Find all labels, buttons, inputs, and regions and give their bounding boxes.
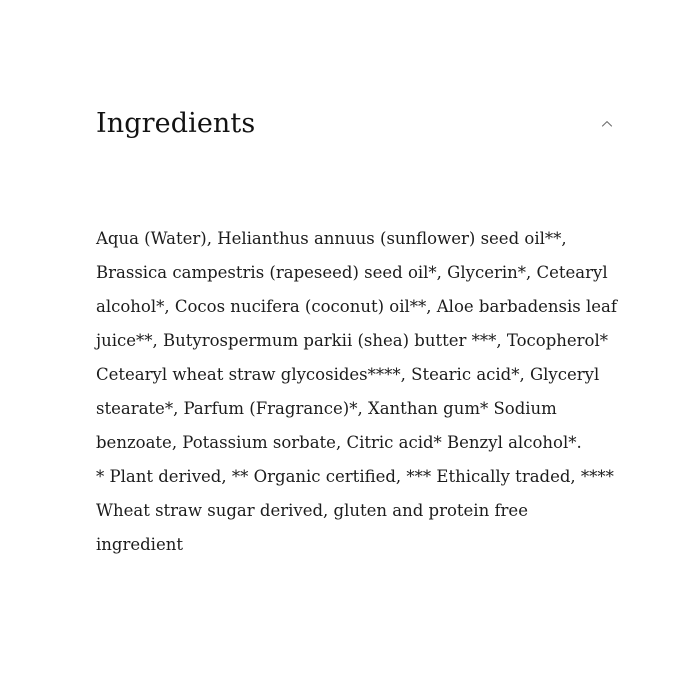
page-title: Ingredients xyxy=(96,108,256,139)
ingredients-list-text: Aqua (Water), Helianthus annuus (sunflower) seed oil**, Brassica campestris (rapeseed) seed oil*, Glycerin*, Cetearyl alcohol*, Cocos nucifera (coconut) oil**, Aloe barbadensis leaf juice**, Butyrospermum parkii (shea) butter ***, Tocopherol* Cetearyl wheat straw glycosides****, Stearic acid*, Glyceryl stearate*, Parfum (Fragrance)*, Xanthan gum* Sodium benzoate, Potassium sorbate, Citric acid* Benzyl alcohol*. xyxy=(96,229,617,452)
ingredients-body xyxy=(96,222,620,562)
ingredients-footnotes-text: * Plant derived, ** Organic certified, *** Ethically traded, **** Wheat straw sugar derived, gluten and protein free ingredient xyxy=(96,467,614,554)
ingredients-section-header[interactable] xyxy=(96,108,616,140)
chevron-up-icon[interactable] xyxy=(598,115,616,133)
